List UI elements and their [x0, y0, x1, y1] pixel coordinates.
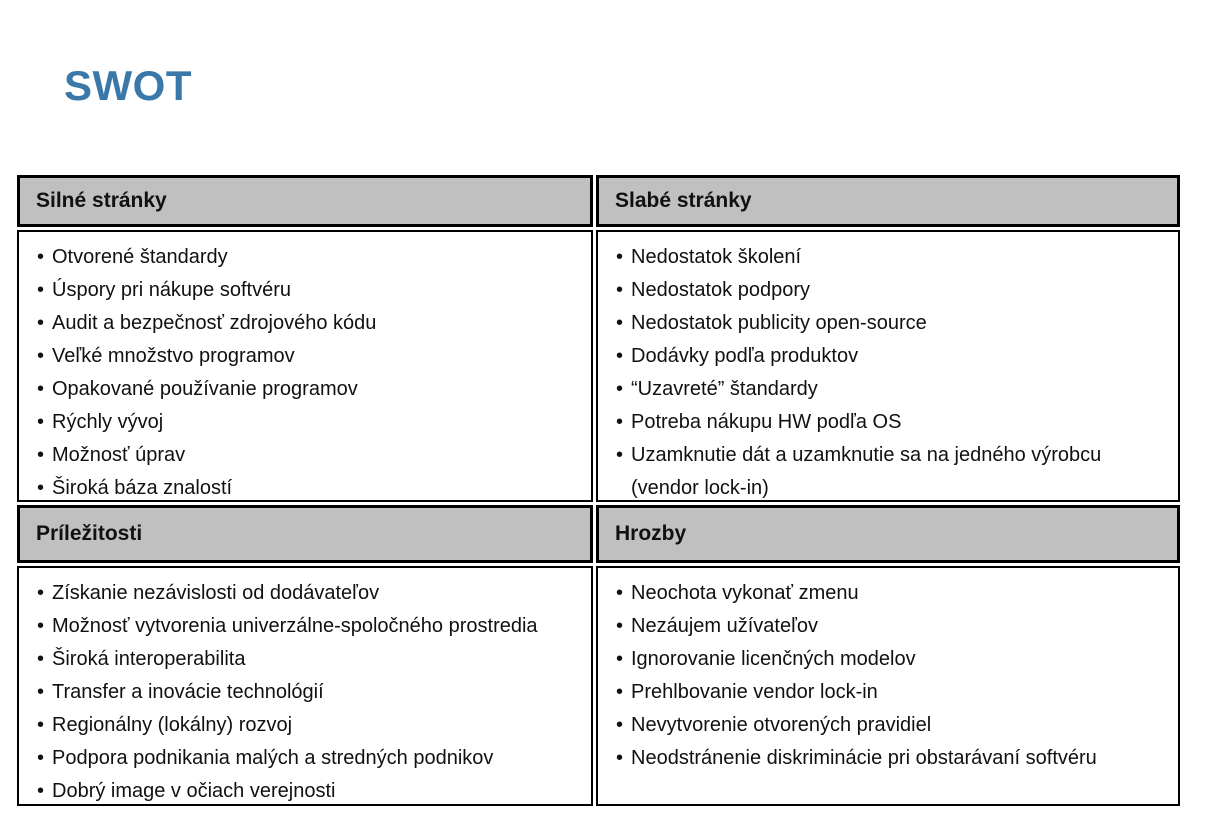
weaknesses-item: • Dodávky podľa produktov [614, 340, 1166, 373]
opportunities-list [35, 577, 579, 808]
opportunities-item: • Transfer a inovácie technológií [35, 676, 579, 709]
strengths-item: • Možnosť úprav [35, 439, 579, 472]
threats-item: • Neodstránenie diskriminácie pri obstarávaní softvéru [614, 742, 1166, 775]
opportunities-header-cell [17, 505, 593, 563]
weaknesses-list [614, 241, 1166, 505]
opportunities-item: • Získanie nezávislosti od dodávateľov [35, 577, 579, 610]
weaknesses-item: • “Uzavreté” štandardy [614, 373, 1166, 406]
strengths-item: • Opakované používanie programov [35, 373, 579, 406]
strengths-header-label: Silné stránky [36, 189, 167, 212]
threats-item: • Nezáujem užívateľov [614, 610, 1166, 643]
weaknesses-item: • Nedostatok publicity open-source [614, 307, 1166, 340]
opportunities-item: • Podpora podnikania malých a stredných podnikov [35, 742, 579, 775]
opportunities-item: • Dobrý image v očiach verejnosti [35, 775, 579, 808]
weaknesses-item: • Nedostatok školení [614, 241, 1166, 274]
page-title: SWOT [64, 62, 192, 109]
weaknesses-header-label: Slabé stránky [615, 189, 752, 212]
threats-header-cell [596, 505, 1180, 563]
opportunities-item: • Regionálny (lokálny) rozvoj [35, 709, 579, 742]
weaknesses-item: • Potreba nákupu HW podľa OS [614, 406, 1166, 439]
threats-item: • Ignorovanie licenčných modelov [614, 643, 1166, 676]
threats-item: • Nevytvorenie otvorených pravidiel [614, 709, 1166, 742]
strengths-item: • Úspory pri nákupe softvéru [35, 274, 579, 307]
strengths-body-cell [17, 230, 593, 502]
opportunities-body-cell [17, 566, 593, 806]
threats-body-cell [596, 566, 1180, 806]
strengths-item: • Široká báza znalostí [35, 472, 579, 505]
strengths-item: • Veľké množstvo programov [35, 340, 579, 373]
threats-header-label: Hrozby [615, 522, 687, 545]
weaknesses-item: • Nedostatok podpory [614, 274, 1166, 307]
opportunities-header-label: Príležitosti [36, 522, 143, 545]
threats-list [614, 577, 1166, 775]
strengths-header-cell [17, 175, 593, 227]
strengths-item: • Audit a bezpečnosť zdrojového kódu [35, 307, 579, 340]
strengths-item: • Otvorené štandardy [35, 241, 579, 274]
strengths-list [35, 241, 579, 505]
strengths-item: • Rýchly vývoj [35, 406, 579, 439]
weaknesses-header-cell [596, 175, 1180, 227]
threats-item: • Neochota vykonať zmenu [614, 577, 1166, 610]
weaknesses-item: • Uzamknutie dát a uzamknutie sa na jedného výrobcu (vendor lock-in) [614, 439, 1166, 505]
opportunities-item: • Možnosť vytvorenia univerzálne-spoločného prostredia [35, 610, 579, 643]
threats-item: • Prehlbovanie vendor lock-in [614, 676, 1166, 709]
swot-table [17, 175, 1180, 806]
opportunities-item: • Široká interoperabilita [35, 643, 579, 676]
weaknesses-body-cell [596, 230, 1180, 502]
